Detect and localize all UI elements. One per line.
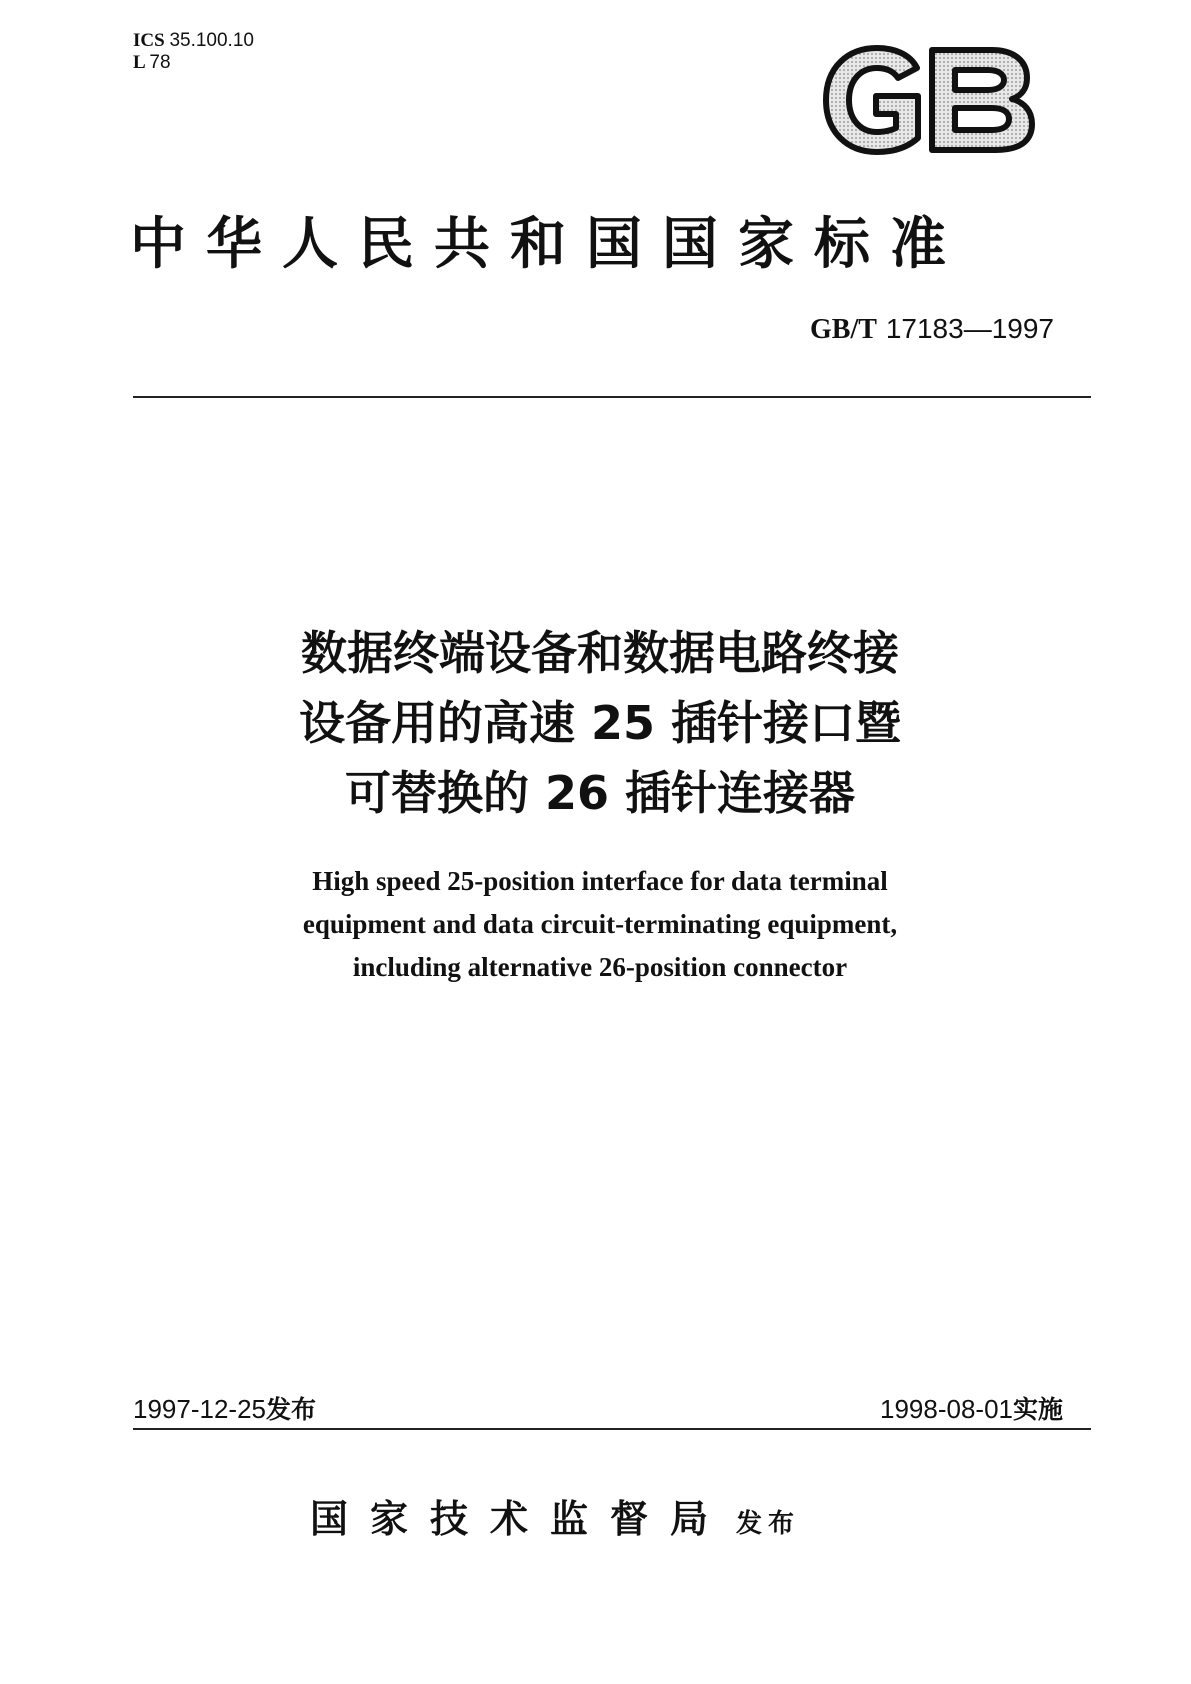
issuer: [310, 1488, 800, 1543]
title-english: [150, 860, 1050, 989]
title-en-line: including alternative 26-position connector: [352, 952, 848, 982]
logo-letter-g: [826, 48, 918, 152]
issue-label: 发布: [266, 1395, 317, 1424]
implement-date: [880, 1390, 1063, 1426]
issue-date-value: 1997-12-25: [133, 1394, 266, 1424]
top-rule: [133, 396, 1091, 398]
class-code: 78: [149, 52, 171, 73]
issuer-name: 国家技术监督局: [310, 1496, 731, 1541]
standard-prefix: GB/T: [810, 314, 877, 345]
implement-date-value: 1998-08-01: [880, 1394, 1013, 1424]
title-en-line: equipment and data circuit-terminating equipment,: [302, 909, 898, 939]
ics-code: 35.100.10: [169, 30, 254, 51]
standard-code: 17183—1997: [885, 313, 1054, 344]
title-cn-line: 可替换的 26 插针连接器: [344, 766, 856, 820]
title-chinese: [150, 618, 1050, 828]
issuer-label: 发布: [736, 1509, 801, 1539]
ics-block: [133, 30, 254, 74]
ics-label: ICS: [133, 30, 165, 51]
logo-letter-b: [932, 50, 1032, 150]
implement-label: 实施: [1013, 1395, 1064, 1424]
gb-logo: [822, 44, 1037, 156]
standard-number: [810, 312, 1054, 346]
title-en-line: High speed 25-position interface for data terminal: [312, 866, 888, 896]
class-label: L: [133, 52, 145, 73]
issue-date: [133, 1390, 316, 1426]
bottom-rule: [133, 1428, 1091, 1430]
title-cn-line: 设备用的高速 25 插针接口暨: [298, 696, 902, 750]
title-cn-line: 数据终端设备和数据电路终接: [301, 626, 899, 680]
national-standard-heading: 中华人民共和国国家标准: [130, 211, 966, 277]
